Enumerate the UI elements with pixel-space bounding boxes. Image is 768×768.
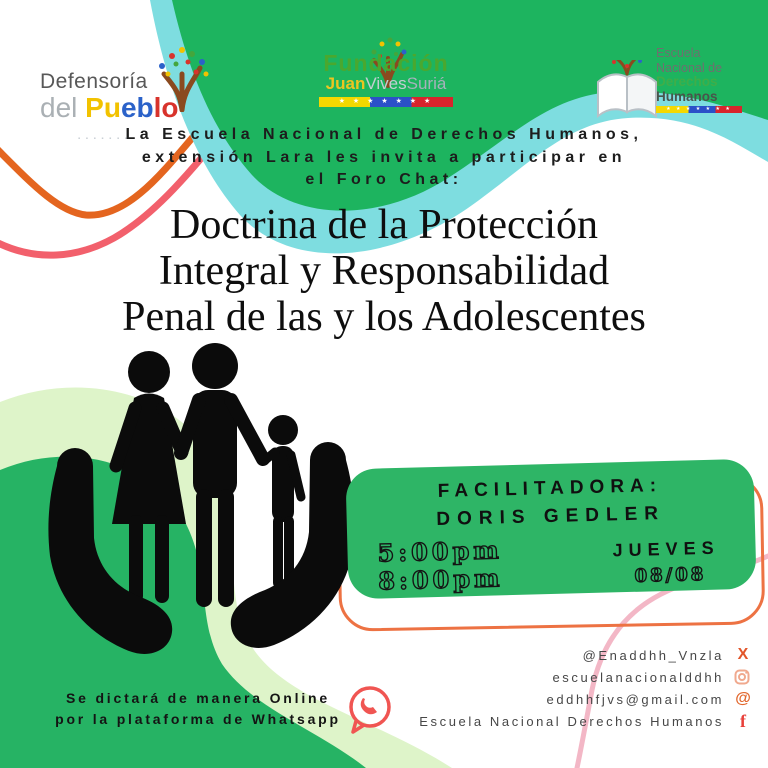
header-line-3: el Foro Chat: (305, 171, 463, 188)
time-start: 5:00pm (377, 535, 504, 568)
social-row-email[interactable] (392, 688, 752, 710)
whatsapp-icon (344, 682, 396, 738)
social-row-instagram[interactable] (392, 666, 752, 688)
email-address: eddhhfjvs@gmail.com (546, 691, 724, 707)
facebook-page-name: Escuela Nacional Derechos Humanos (419, 713, 724, 729)
fundacion-text: Fundación (323, 50, 449, 76)
instagram-icon (734, 669, 752, 685)
title-line-2: Integral y Responsabilidad (158, 248, 610, 294)
title-line-3: Penal de las y los Adolescentes (122, 294, 646, 340)
nacional-de-text: Nacional de (656, 60, 723, 75)
event-date: 08/08 (634, 563, 707, 587)
online-note-line-2: por la plataforma de Whatsapp (55, 711, 341, 727)
facebook-icon: f (740, 710, 746, 731)
header-line-2: extensión Lara les invita a participar en (141, 148, 627, 166)
header-line-1: La Escuela Nacional de Derechos Humanos, (125, 126, 643, 143)
social-links (392, 644, 752, 732)
time-end: 8:00pm (377, 563, 504, 596)
at-icon: @ (735, 690, 751, 707)
x-twitter-icon: X (737, 646, 749, 663)
online-note-line-1: Se dictará de manera Online (66, 690, 330, 706)
title-line-1: Doctrina de la Protección (170, 202, 598, 248)
derechos-text: Derechos (656, 74, 718, 89)
event-day: JUEVES (612, 537, 720, 561)
family-icon (112, 343, 301, 599)
page-title (0, 202, 768, 340)
escuela-text: Escuela (656, 46, 701, 60)
social-row-facebook[interactable] (392, 710, 752, 732)
online-note (16, 688, 380, 730)
defensoria-text: Defensoría (40, 70, 148, 93)
instagram-handle: escuelanacionalddhh (552, 669, 724, 685)
x-handle: @Enaddhh_Vnzla (582, 647, 724, 663)
invitation-header (0, 124, 768, 192)
juan-vives-suria-text: JuanVivesSuriá (325, 74, 447, 93)
facilitator-label: FACILITADORA: (437, 475, 663, 502)
humanos-text: Humanos (656, 88, 718, 104)
social-row-x[interactable] (392, 644, 752, 666)
event-info-box (345, 459, 756, 600)
del-pueblo-text: del Pueblo (40, 92, 179, 123)
facilitator-name: DORIS GEDLER (436, 503, 666, 530)
